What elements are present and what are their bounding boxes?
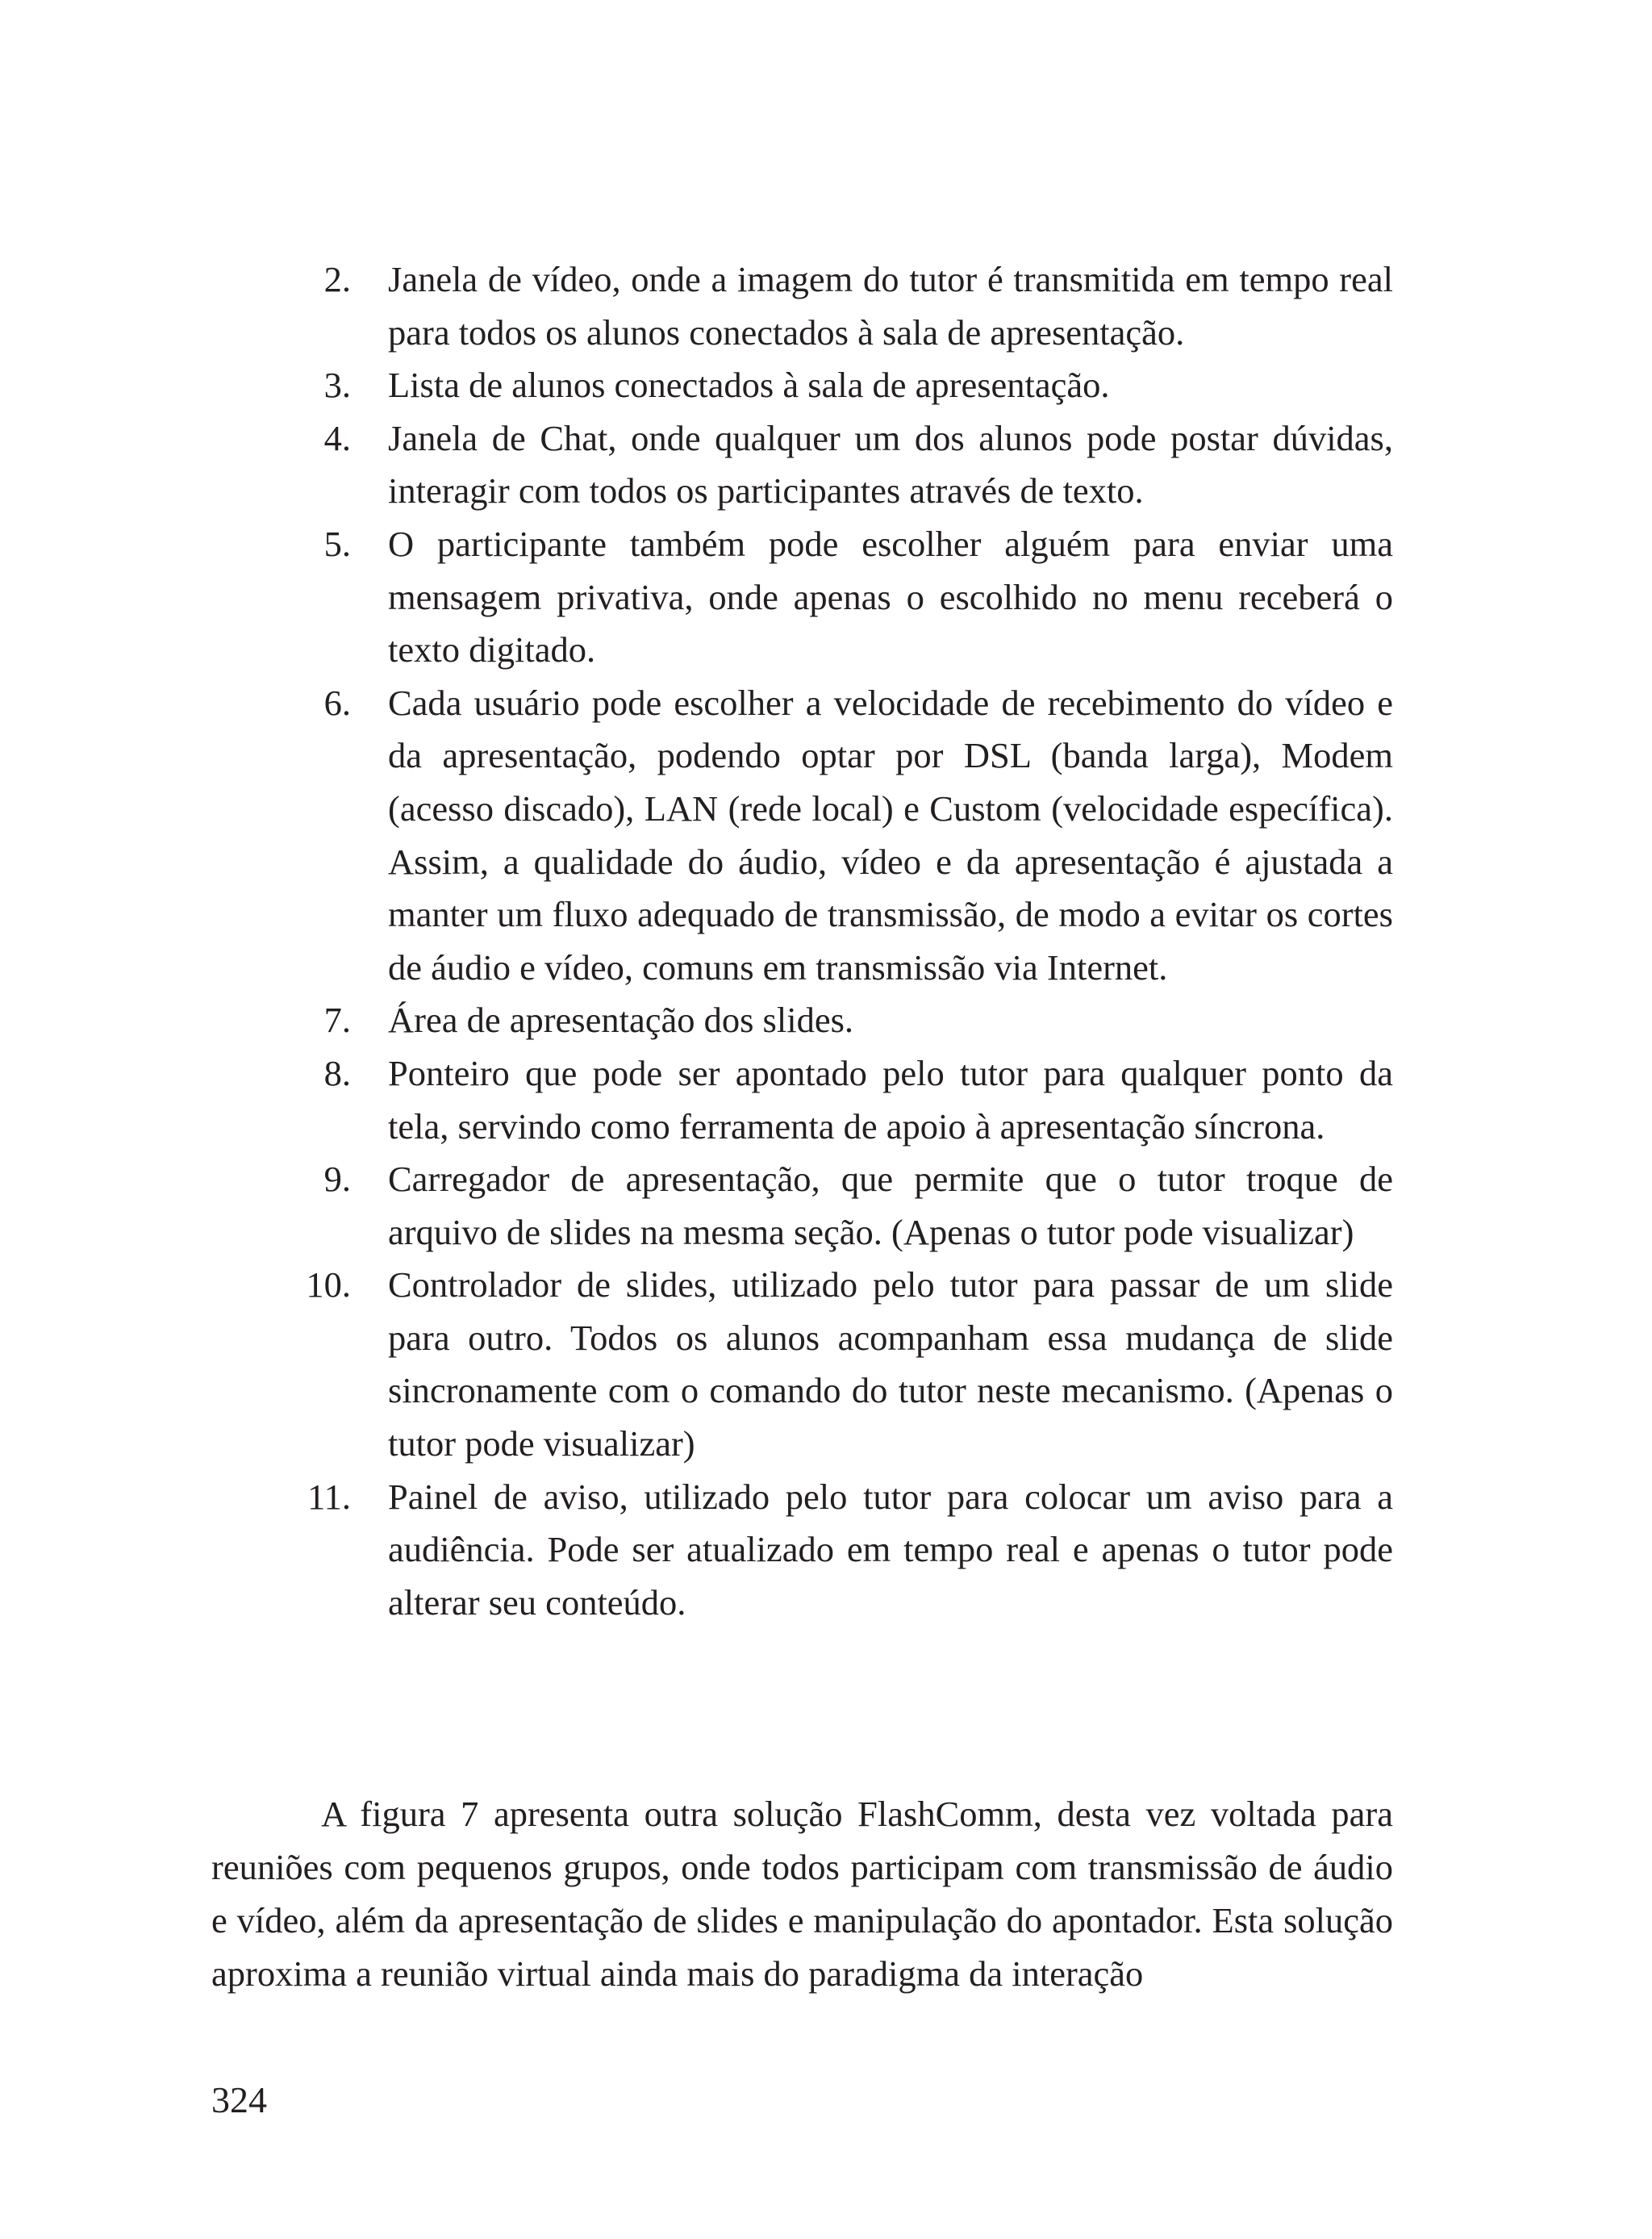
list-item-text: Controlador de slides, utilizado pelo tutor para passar de um slide para outro. Todos os alunos acompanham essa mudança de slide sincronamente com o comando do tutor neste mecanismo. (Apenas o tutor pode visualizar) (388, 1264, 1393, 1464)
list-item-number: 3. (323, 365, 351, 406)
list-item-text: Cada usuário pode escolher a velocidade de recebimento do vídeo e da apresentação, podendo optar por DSL (banda larga), Modem (acesso discado), LAN (rede local) e Custom (velocidade específica). Assim, a qualidade do áudio, vídeo e da apresentação é ajustada a manter um fluxo adequado de transmissão, de modo a evitar os cortes de áudio e vídeo, comuns em transmissão via Internet. (388, 682, 1393, 988)
body-paragraph: A figura 7 apresenta outra solução FlashComm, desta vez voltada para reuniões com pequenos grupos, onde todos participam com transmissão de áudio e vídeo, além da apresentação de slides e manipulação do apontador. Esta solução aproxima a reunião virtual ainda mais do paradigma da interação (211, 1794, 1393, 1994)
list-item (211, 412, 1393, 518)
list-item (211, 994, 1393, 1047)
list-item (211, 1259, 1393, 1470)
list-item-text: Painel de aviso, utilizado pelo tutor para colocar um aviso para a audiência. Pode ser atualizado em tempo real e apenas o tutor pode alterar seu conteúdo. (388, 1476, 1393, 1623)
list-item-number: 10. (306, 1264, 351, 1305)
list-item-number: 6. (323, 682, 351, 723)
list-item (211, 1471, 1393, 1630)
list-item-number: 7. (323, 1000, 351, 1041)
list-item-text: Janela de Chat, onde qualquer um dos alunos pode postar dúvidas, interagir com todos os participantes através de texto. (388, 417, 1393, 512)
list-item (211, 518, 1393, 677)
list-item-text: Área de apresentação dos slides. (388, 1000, 854, 1041)
list-item-number: 5. (323, 523, 351, 564)
page-number: 324 (211, 2079, 267, 2120)
list-item (211, 359, 1393, 412)
list-item (211, 1047, 1393, 1153)
list-item-number: 11. (307, 1476, 351, 1517)
list-item-text: Carregador de apresentação, que permite que o tutor troque de arquivo de slides na mesma seção. (Apenas o tutor pode visualizar) (388, 1159, 1393, 1252)
list-item (211, 677, 1393, 995)
list-item-number: 2. (323, 259, 351, 299)
list-item-text: O participante também pode escolher alguém para enviar uma mensagem privativa, onde apenas o escolhido no menu receberá o texto digitado. (388, 523, 1393, 670)
list-item-text: Lista de alunos conectados à sala de apresentação. (388, 365, 1110, 406)
list-item-number: 4. (323, 417, 351, 458)
list-item-text: Ponteiro que pode ser apontado pelo tutor para qualquer ponto da tela, servindo como ferramenta de apoio à apresentação síncrona. (388, 1052, 1393, 1147)
numbered-list (211, 253, 1393, 1629)
list-item-number: 8. (323, 1052, 351, 1093)
list-item (211, 253, 1393, 359)
list-item-text: Janela de vídeo, onde a imagem do tutor é transmitida em tempo real para todos os alunos conectados à sala de apresentação. (388, 259, 1393, 353)
list-item-number: 9. (323, 1159, 351, 1200)
list-item (211, 1153, 1393, 1259)
